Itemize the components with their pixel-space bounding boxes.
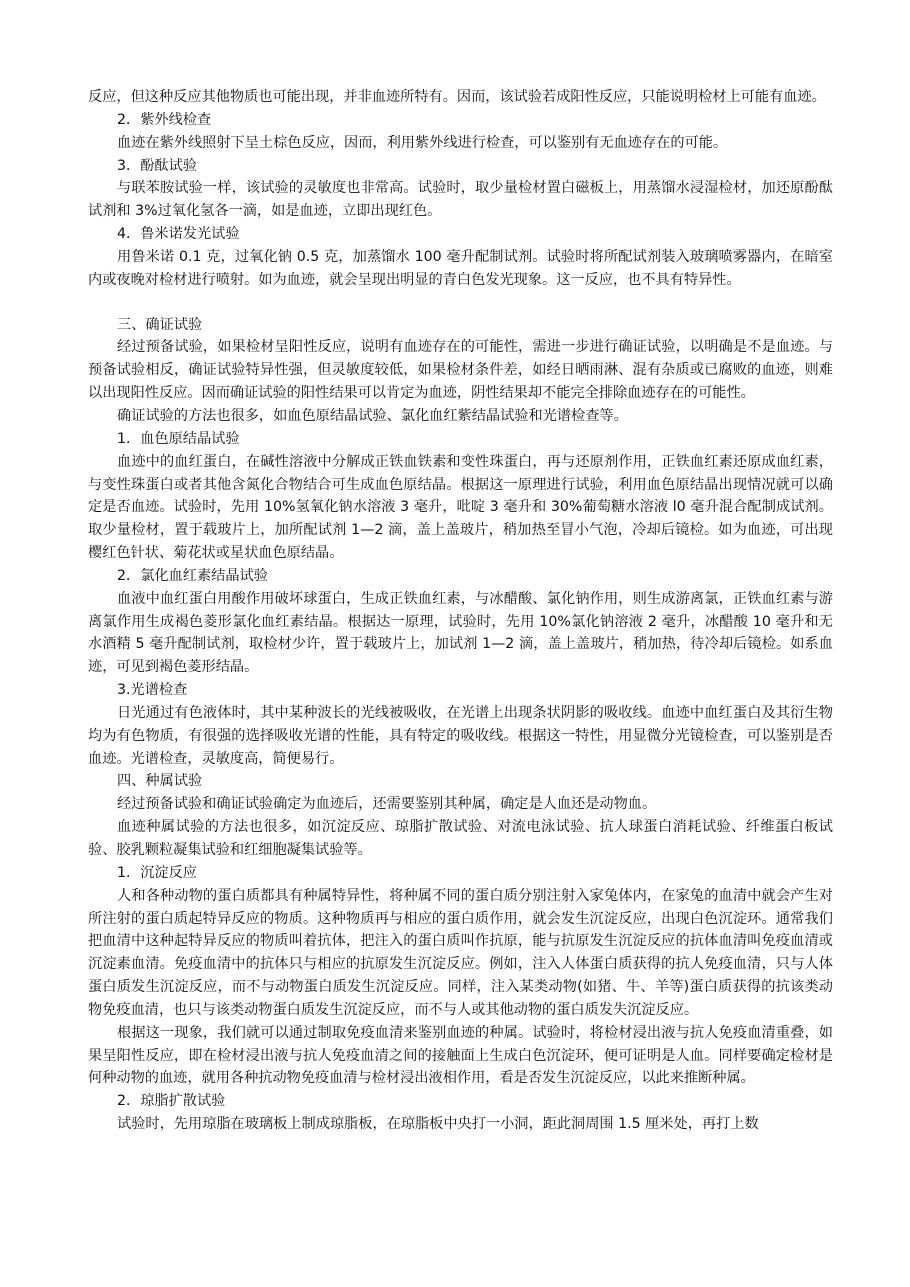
body-paragraph: 血液中血红蛋白用酸作用破坏球蛋白，生成正铁血红素，与冰醋酸、氯化钠作用，则生成游离氯，正铁血红素与游离氯作用生成褐色菱形氯化血红素结晶。根据达一原理，试验时，先用 10%氯化钠溶液 2 毫升，冰醋酸 10 毫升和无水酒精 5 毫升配制试剂，取检材少许，置于载玻片上，加试剂 1—2 滴，盖上盖玻片，稍加热，待冷却后镜检。如系血迹，可见到褐色菱形结晶。 [88, 590, 833, 676]
body-paragraph: 确证试验的方法也很多，如血色原结晶试验、氯化血红紫结晶试验和光谱检查等。 [117, 407, 628, 424]
body-paragraph: 经过预备试验和确证试验确定为血迹后，还需要鉴别其种属，确定是人血还是动物血。 [117, 796, 657, 813]
body-paragraph: 血迹中的血红蛋白，在碱性溶液中分解成正铁血铁素和变性珠蛋白，再与还原剂作用，正铁血红素还原成血红素，与变性珠蛋白或者其他含氮化合物结合可生成血色原结晶。根据这一原理进行试验，利用血色原结晶出现情况就可以确定是否血迹。试验时，先用 10%氢氧化钠水溶液 3 毫升，吡啶 3 毫升和 30%葡萄糖水溶液 l0 毫升混合配制成试剂。取少量检材，置于载玻片上，加所配试剂 1—2 滴，盖上盖玻片，稍加热至冒小气泡，冷却后镜检。如为血迹，可出现樱红色针状、菊花状或星状血色原结晶。 [88, 453, 833, 562]
document-page [88, 86, 833, 1136]
body-paragraph: 试验时，先用琼脂在玻璃板上制成琼脂板，在琼脂板中央打一小洞，距此洞周围 1.5 厘米处，再打上数 [117, 1116, 759, 1133]
body-paragraph: 与联苯胺试验一样，该试验的灵敏度也非常高。试验时，取少量检材置白磁板上，用蒸馏水浸湿检材，加还原酚酞试剂和 3%过氧化氢各一滴，如是血迹，立即出现红色。 [88, 180, 833, 220]
body-paragraph: 反应，但这种反应其他物质也可能出现，并非血迹所特有。因而，该试验若成阳性反应，只能说明检材上可能有血迹。 [88, 89, 826, 105]
body-paragraph: 用鲁米诺 0.1 克，过氧化钠 0.5 克，加蒸馏水 100 毫升配制试剂。试验时将所配试剂装入玻璃喷雾器内，在暗室内或夜晚对检材进行喷射。如为血迹，就会呈现出明显的青白色发光现象。这一反应，也不具有特异性。 [88, 248, 833, 288]
section-heading: 四、种属试验 [117, 773, 203, 790]
body-paragraph: 血迹在紫外线照射下呈土棕色反应，因而，利用紫外线进行检查，可以鉴别有无血迹存在的可能。 [117, 134, 728, 151]
body-paragraph: 经过预备试验，如果检材呈阳性反应，说明有血迹存在的可能性，需进一步进行确证试验，以明确是不是血迹。与预备试验相反，确证试验特异性强，但灵敏度较低，如果检材条件差，如经日晒雨淋、混有杂质或已腐败的血迹，则难以出现阳性反应。因而确证试验的阳性结果可以肯定为血迹，阴性结果却不能完全排除血迹存在的可能性。 [88, 339, 833, 402]
body-paragraph: 血迹种属试验的方法也很多，如沉淀反应、琼脂扩散试验、对流电泳试验、抗人球蛋白消耗试验、纤维蛋白板试验、胶乳颗粒凝集试验和红细胞凝集试验等。 [88, 819, 833, 858]
section-heading: 2．氯化血红素结晶试验 [117, 567, 268, 584]
section-heading: 3.光谱检查 [117, 682, 188, 699]
body-paragraph: 日光通过有色液体时，其中某种波长的光线被吸收，在光谱上出现条状阴影的吸收线。血迹中血红蛋白及其衍生物均为有色物质，有很强的选择吸收光谱的性能，具有特定的吸收线。根据这一特性，用显微分光镜检查，可以鉴别是否血迹。光谱检查，灵敏度高，简便易行。 [88, 704, 833, 767]
section-heading: 4．鲁米诺发光试验 [117, 226, 240, 243]
section-heading: 三、确证试验 [117, 316, 203, 333]
section-heading: 2．琼脂扩散试验 [117, 1093, 226, 1110]
section-heading: 2．紫外线检查 [117, 111, 212, 128]
section-gap [88, 292, 833, 314]
section-heading: 1．沉淀反应 [117, 864, 197, 881]
body-paragraph: 根据这一现象，我们就可以通过制取免疫血清来鉴别血迹的种属。试验时，将检材浸出液与抗人免疫血清重叠，如果呈阳性反应，即在检材浸出液与抗人免疫血清之间的接触面上生成白色沉淀环，便可证明是人血。同样要确定检材是何种动物的血迹，就用各种抗动物免疫血清与检材浸出液相作用，看是否发生沉淀反应，以此来推断种属。 [88, 1024, 833, 1087]
section-heading: 3．酚酞试验 [117, 157, 197, 174]
body-paragraph: 人和各种动物的蛋白质都具有种属特异性，将种属不同的蛋白质分别注射入家兔体内，在家兔的血清中就会产生对所注射的蛋白质起特异反应的物质。这种物质再与相应的蛋白质作用，就会发生沉淀反应，出现白色沉淀环。通常我们把血清中这种起特异反应的物质叫着抗体，把注入的蛋白质叫作抗原，能与抗原发生沉淀反应的抗体血清叫免疫血清或沉淀素血清。免疫血清中的抗体只与相应的抗原发生沉淀反应。例如，注入人体蛋白质获得的抗人免疫血清，只与人体蛋白质发生沉淀反应，而不与动物蛋白质发生沉淀反应。同样，注入某类动物(如猪、牛、羊等)蛋白质获得的抗该类动物免疫血清，也只与该类动物蛋白质发生沉淀反应，而不与人或其他动物的蛋白质发失沉淀反应。 [88, 887, 833, 1018]
section-heading: 1．血色原结晶试验 [117, 430, 240, 447]
